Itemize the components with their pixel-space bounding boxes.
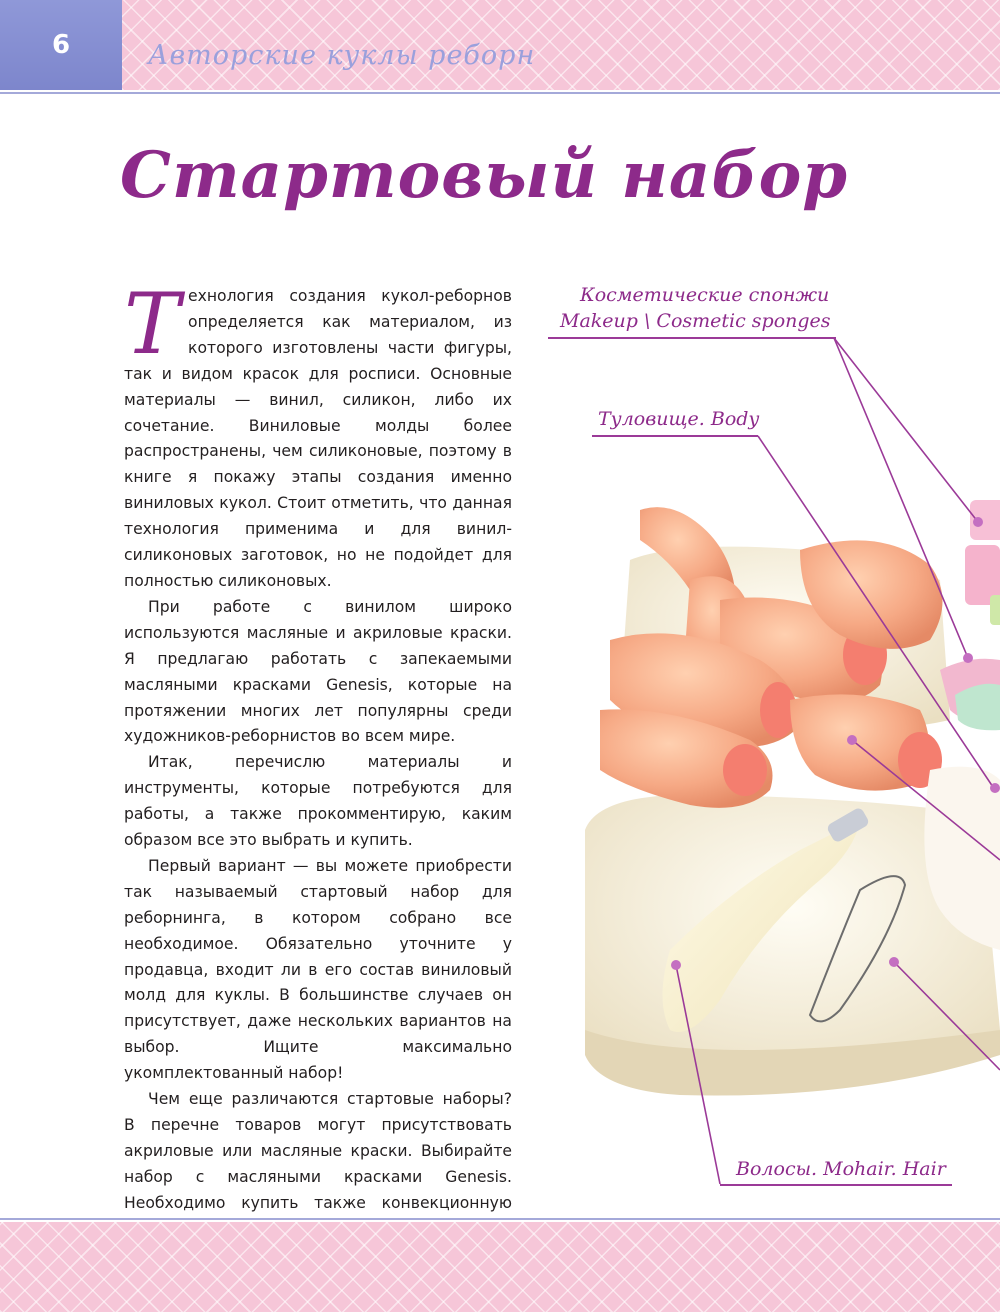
reborn-kit-photo (560, 470, 1000, 1110)
callout-hair: Волосы. Mohair. Hair (736, 1158, 946, 1180)
paragraph: Итак, перечислю материалы и инструменты, которые потребуются для работы, а также прокомментирую, каким образом все это выбрать и купить. (124, 753, 512, 850)
sponge-pink (970, 500, 1000, 540)
footer-band (0, 1222, 1000, 1312)
paragraph: При работе с винилом широко используются масляные и акриловые краски. Я предлагаю работать с запекаемыми масляными красками Genesis, которые на протяжении многих лет популярны среди художников-реборнистов во всем мире. (124, 597, 512, 746)
body-text (124, 275, 512, 1268)
page-header (0, 0, 1000, 90)
callout-sponges-ru: Косметические спонжи (580, 284, 830, 306)
paragraph: Технология создания кукол-реборнов определяется как материалом, из которого изготовлены части фигуры, так и видом красок для росписи. Основные материалы — винил, силикон, либо их сочетание. Виниловые молды более распространены, чем силиконовые, поэтому в книге я покажу этапы создания именно виниловых кукол. Стоит отметить, что данная технология применима и для винил-силиконовых заготовок, но не подойдет для полностью силиконовых. (124, 275, 512, 590)
reborn-kit-illustration (560, 470, 1000, 1110)
drop-cap: Т (124, 275, 181, 373)
callout-sponges-underline (548, 337, 836, 339)
page-number: 6 (51, 30, 71, 60)
header-band (122, 0, 1000, 90)
page-title: Стартовый набор (120, 138, 849, 213)
paragraph: Чем еще различаются стартовые наборы? В перечне товаров могут присутствовать акриловые или масляные краски. Выбирайте набор с масляными красками Genesis. Необходимо купить также конвекционную (124, 1090, 512, 1212)
header-divider (0, 92, 1000, 94)
callout-hair-underline (720, 1184, 952, 1186)
page-number-box (0, 0, 122, 90)
footer-divider (0, 1218, 1000, 1220)
paragraph: Первый вариант — вы можете приобрести так называемый стартовый набор для реборнинга, в котором собрано все необходимое. Обязательно уточните у продавца, входит ли в его состав виниловый молд для куклы. В большинстве случаев он присутствует, даже нескольких вариантов на выбор. Ищите максимально укомплектованный набор! (124, 856, 512, 1083)
callout-body: Туловище. Body (598, 408, 760, 430)
callout-body-underline (592, 435, 758, 437)
callout-sponges-en: Makeup \ Cosmetic sponges (560, 310, 831, 332)
running-title: Авторские куклы реборн (148, 40, 536, 71)
